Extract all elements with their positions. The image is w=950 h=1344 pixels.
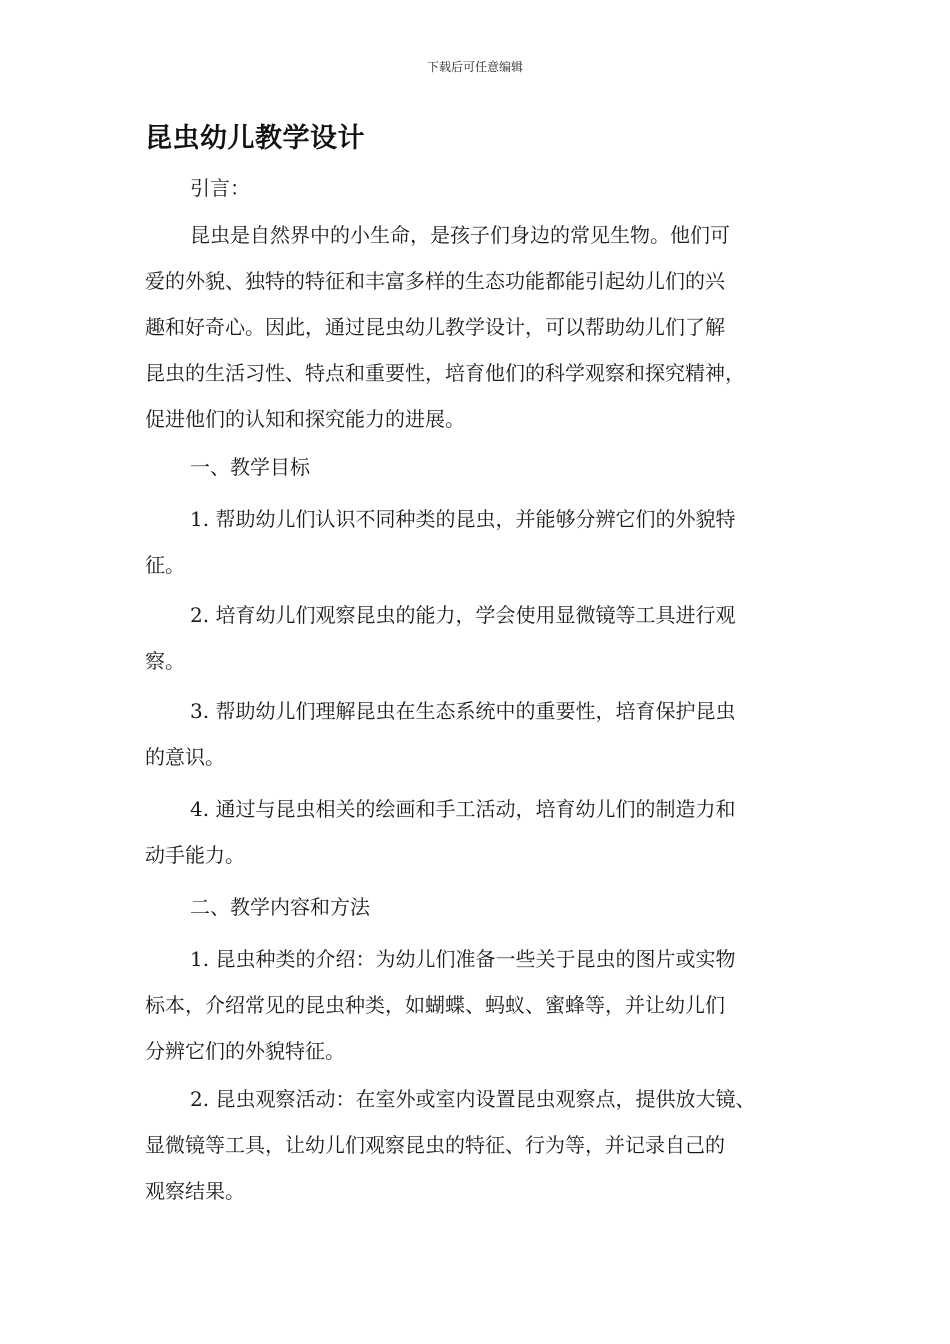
intro-paragraph — [145, 212, 815, 442]
intro-line: 昆虫是自然界中的小生命，是孩子们身边的常见生物。他们可 — [190, 223, 730, 247]
method-item — [145, 936, 815, 1074]
method-line: 分辨它们的外貌特征。 — [145, 1039, 345, 1063]
intro-line: 昆虫的生活习性、特点和重要性，培育他们的科学观察和探究精神， — [145, 361, 745, 385]
method-line: 1. 昆虫种类的介绍：为幼儿们准备一些关于昆虫的图片或实物 — [190, 947, 736, 971]
intro-line: 爱的外貌、独特的特征和丰富多样的生态功能都能引起幼儿们的兴 — [145, 269, 725, 293]
intro-line: 促进他们的认知和探究能力的进展。 — [145, 407, 465, 431]
page-header: 下载后可任意编辑 — [426, 60, 523, 74]
objective-line: 的意识。 — [145, 745, 225, 769]
section1-heading-paragraph — [145, 444, 815, 490]
objective-line: 察。 — [145, 649, 185, 673]
objective-line: 征。 — [145, 553, 185, 577]
section2-heading-paragraph — [145, 884, 815, 930]
intro-label-paragraph — [145, 165, 815, 211]
objective-line: 3. 帮助幼儿们理解昆虫在生态系统中的重要性，培育保护昆虫 — [190, 699, 736, 723]
method-line: 标本，介绍常见的昆虫种类，如蝴蝶、蚂蚁、蜜蜂等，并让幼儿们 — [145, 993, 725, 1017]
method-line: 显微镜等工具，让幼儿们观察昆虫的特征、行为等，并记录自己的 — [145, 1133, 725, 1157]
objective-item — [145, 786, 815, 878]
method-line: 2. 昆虫观察活动：在室外或室内设置昆虫观察点，提供放大镜、 — [190, 1087, 756, 1111]
objective-item — [145, 688, 815, 780]
section-heading: 一、教学目标 — [190, 455, 310, 479]
method-line: 观察结果。 — [145, 1179, 245, 1203]
objective-line: 2. 培育幼儿们观察昆虫的能力，学会使用显微镜等工具进行观 — [190, 603, 736, 627]
intro-line: 趣和好奇心。因此，通过昆虫幼儿教学设计，可以帮助幼儿们了解 — [145, 315, 725, 339]
objective-line: 1. 帮助幼儿们认识不同种类的昆虫，并能够分辨它们的外貌特 — [190, 507, 736, 531]
objective-line: 4. 通过与昆虫相关的绘画和手工活动，培育幼儿们的制造力和 — [190, 797, 736, 821]
objective-line: 动手能力。 — [145, 843, 245, 867]
objective-item — [145, 496, 815, 588]
intro-label: 引言： — [190, 176, 250, 200]
section-heading: 二、教学内容和方法 — [190, 895, 370, 919]
method-item — [145, 1076, 815, 1214]
document-title: 昆虫幼儿教学设计 — [145, 123, 365, 154]
objective-item — [145, 592, 815, 684]
